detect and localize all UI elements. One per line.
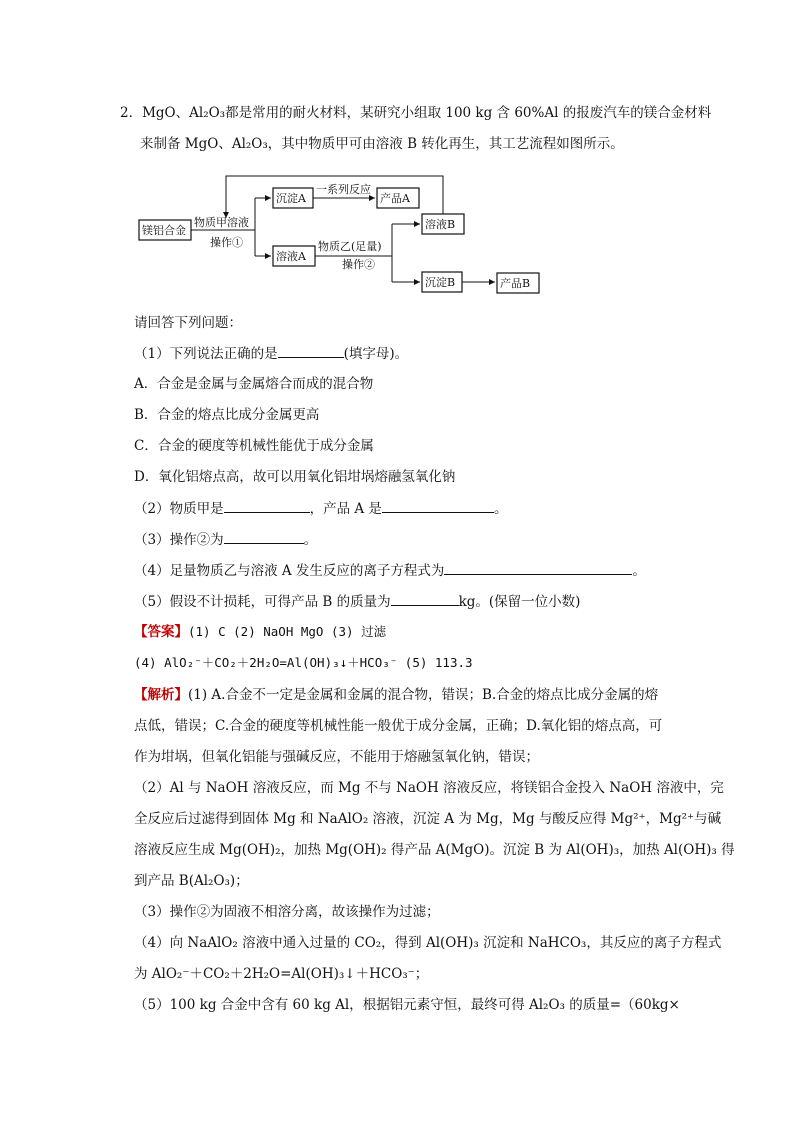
analysis-line-7: 到产品 B(Al₂O₃)； bbox=[134, 873, 249, 889]
analysis-line-1 bbox=[134, 685, 658, 705]
answer-blank-4 bbox=[444, 560, 632, 575]
reagent-2-label: 物质乙(足量) bbox=[318, 240, 382, 253]
analysis-text-1: (1) A.合金不一定是金属和金属的混合物，错误；B.合金的熔点比成分金属的熔 bbox=[188, 687, 659, 703]
prompt-text: 请回答下列问题： bbox=[134, 315, 242, 331]
operation-1-label: 操作① bbox=[210, 236, 243, 249]
reagent-1-label: 物质甲溶液 bbox=[194, 216, 249, 229]
option-d: D．氧化铝熔点高，故可以用氧化铝坩埚熔融氢氧化钠 bbox=[134, 469, 456, 485]
answer-blank-2b bbox=[382, 498, 494, 513]
answer-line-1 bbox=[134, 622, 386, 642]
analysis-line-9: （4）向 NaAlO₂ 溶液中通入过量的 CO₂，得到 Al(OH)₃ 沉淀和 NaHCO₃，其反应的离子方程式 bbox=[134, 935, 722, 951]
answer-blank-5 bbox=[391, 591, 459, 606]
precipitate-a-label: 沉淀A bbox=[276, 192, 306, 205]
analysis-line-11: （5）100 kg 合金中含有 60 kg Al，根据铝元素守恒，最终可得 Al₂O₃ 的质量=（60kg× bbox=[134, 997, 680, 1013]
option-b: B．合金的熔点比成分金属更高 bbox=[134, 407, 320, 423]
question-1-text: （1）下列说法正确的是 bbox=[134, 346, 278, 362]
question-line-2: 来制备 MgO、Al₂O₃，其中物质甲可由溶液 B 转化再生，其工艺流程如图所示。 bbox=[140, 136, 624, 152]
series-reactions-label: 一系列反应 bbox=[316, 183, 371, 196]
precipitate-b-label: 沉淀B bbox=[425, 276, 456, 289]
product-b-label: 产品B bbox=[500, 277, 531, 290]
question-2-text-b: ，产品 A 是 bbox=[309, 501, 382, 517]
analysis-line-8: （3）操作②为固液不相溶分离，故该操作为过滤； bbox=[134, 904, 440, 920]
question-4-text-b: 。 bbox=[632, 563, 646, 579]
question-4 bbox=[134, 560, 646, 581]
option-c: C．合金的硬度等机械性能优于成分金属 bbox=[134, 438, 374, 454]
question-4-text-a: （4）足量物质乙与溶液 A 发生反应的离子方程式为 bbox=[134, 563, 445, 579]
question-5 bbox=[134, 591, 580, 612]
analysis-line-5: 全反应后过滤得到固体 Mg 和 NaAlO₂ 溶液，沉淀 A 为 Mg，Mg 与酸反应得 Mg²⁺，Mg²⁺与碱 bbox=[134, 811, 722, 827]
operation-2-label: 操作② bbox=[342, 258, 375, 271]
answer-text-1: (1) C (2) NaOH MgO (3) 过滤 bbox=[188, 624, 387, 639]
answer-line-2: (4) AlO₂⁻＋CO₂＋2H₂O=Al(OH)₃↓＋HCO₃⁻ (5) 113.3 bbox=[134, 655, 473, 670]
analysis-line-6: 溶液反应生成 Mg(OH)₂，加热 Mg(OH)₂ 得产品 A(MgO)。沉淀 B 为 Al(OH)₃，加热 Al(OH)₃ 得 bbox=[134, 842, 735, 858]
question-2 bbox=[134, 498, 507, 519]
product-a-label: 产品A bbox=[380, 192, 410, 205]
analysis-line-4: （2）Al 与 NaOH 溶液反应，而 Mg 不与 NaOH 溶液反应，将镁铝合金投入 NaOH 溶液中，完 bbox=[134, 780, 724, 796]
answer-blank-1 bbox=[278, 343, 344, 358]
solution-a-label: 溶液A bbox=[276, 250, 306, 263]
answer-blank-3 bbox=[224, 529, 304, 544]
question-2-text-a: （2）物质甲是 bbox=[134, 501, 224, 517]
analysis-line-2: 点低，错误；C.合金的硬度等机械性能一般优于成分金属，正确；D.氧化铝的熔点高，可 bbox=[134, 718, 663, 734]
question-3-text-b: 。 bbox=[303, 532, 318, 548]
question-3-text-a: （3）操作②为 bbox=[134, 532, 224, 548]
question-1-tail: (填字母)。 bbox=[343, 346, 409, 362]
question-5-text-b: kg。(保留一位小数) bbox=[458, 594, 581, 610]
question-3 bbox=[134, 529, 317, 550]
answer-blank-2a bbox=[224, 498, 310, 513]
analysis-line-3: 作为坩埚，但氧化铝能与强碱反应，不能用于熔融氢氧化钠，错误； bbox=[134, 749, 539, 765]
analysis-label: 【解析】 bbox=[134, 687, 188, 703]
option-a: A．合金是金属与金属熔合而成的混合物 bbox=[134, 376, 374, 392]
answer-label: 【答案】 bbox=[134, 624, 188, 640]
alloy-label: 镁铝合金 bbox=[142, 224, 186, 237]
question-2-text-c: 。 bbox=[493, 501, 508, 517]
analysis-line-10: 为 AlO₂⁻＋CO₂＋2H₂O=Al(OH)₃↓＋HCO₃⁻； bbox=[134, 966, 429, 982]
question-line-1: 2．MgO、Al₂O₃都是常用的耐火材料，某研究小组取 100 kg 含 60%Al 的报废汽车的镁合金材料 bbox=[120, 105, 712, 121]
process-flow-diagram bbox=[130, 168, 550, 298]
question-5-text-a: （5）假设不计损耗，可得产品 B 的质量为 bbox=[134, 594, 391, 610]
solution-b-label: 溶液B bbox=[425, 218, 456, 231]
question-1 bbox=[134, 343, 408, 364]
